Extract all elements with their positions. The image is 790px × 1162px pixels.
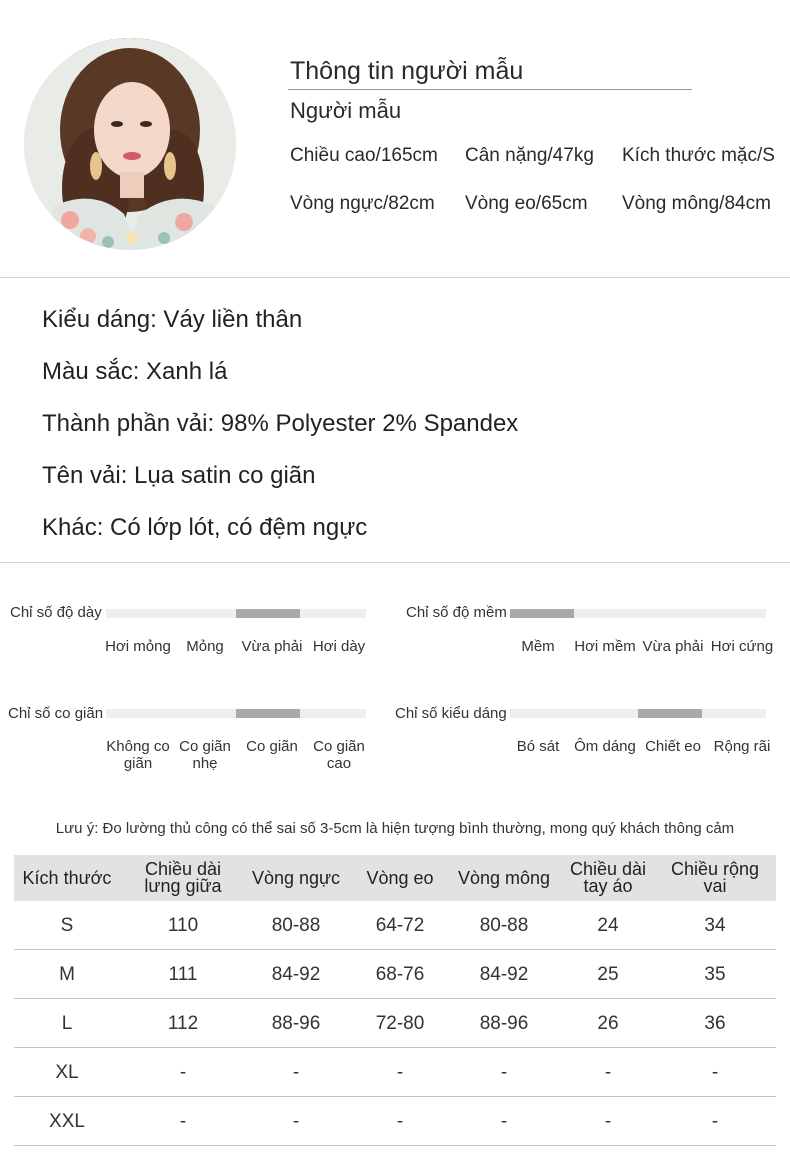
thickness-index-label: Chỉ số độ dày (10, 604, 102, 621)
table-cell: 112 (167, 1012, 199, 1034)
header-shoulder-width: Chiều rộng vai (670, 859, 760, 896)
product-style: Kiểu dáng: Váy liền thân (42, 306, 303, 333)
fit-index-marker (638, 709, 702, 718)
table-cell: - (179, 1061, 187, 1083)
table-cell: - (604, 1110, 612, 1132)
fit-option: Bó sát (516, 738, 560, 755)
table-cell: 80-88 (479, 914, 529, 936)
stretch-index-marker (236, 709, 300, 718)
table-cell: 26 (597, 1012, 619, 1034)
product-fabric-name: Tên vải: Lụa satin co giãn (42, 462, 316, 489)
title-underline (288, 89, 692, 90)
table-row (14, 1097, 776, 1146)
section-divider (0, 277, 790, 278)
stretch-index-label: Chỉ số co giãn (8, 705, 104, 722)
table-row (14, 999, 776, 1048)
header-back-length: Chiều dài lưng giữa (144, 859, 222, 896)
softness-option: Hơi cứng (710, 638, 774, 655)
measurement-note: Lưu ý: Đo lường thủ công có thể sai số 3-5cm là hiện tượng bình thường, mong quý khách thông cảm (55, 820, 735, 837)
header-size: Kích thước (22, 867, 112, 888)
table-cell: 34 (704, 914, 726, 936)
thickness-option: Hơi dày (312, 638, 366, 655)
table-cell: - (711, 1110, 719, 1132)
softness-index-marker (510, 609, 574, 618)
table-cell: XXL (49, 1110, 85, 1132)
table-cell: S (60, 914, 74, 936)
model-avatar (24, 38, 236, 250)
softness-option: Mềm (521, 638, 555, 655)
table-cell: - (292, 1061, 300, 1083)
softness-index-label: Chỉ số độ mềm (406, 604, 507, 621)
model-subtitle: Người mẫu (290, 98, 402, 123)
fit-index-label: Chỉ số kiểu dáng (395, 705, 507, 722)
section-divider (0, 562, 790, 563)
header-sleeve-length: Chiều dài tay áo (569, 859, 647, 896)
table-cell: 111 (168, 963, 198, 985)
table-cell: 36 (704, 1012, 726, 1034)
product-fabric-composition: Thành phần vải: 98% Polyester 2% Spandex (42, 410, 519, 437)
model-waist: Vòng eo/65cm (465, 193, 588, 214)
thickness-option: Hơi mỏng (105, 638, 171, 655)
stretch-option: Co giãn cao (313, 738, 365, 772)
fit-index-track (510, 709, 766, 718)
table-cell: 80-88 (271, 914, 321, 936)
softness-option: Hơi mềm (574, 638, 636, 655)
table-cell: - (604, 1061, 612, 1083)
table-cell: XL (55, 1061, 79, 1083)
stretch-option: Co giãn (246, 738, 298, 755)
softness-option: Vừa phải (642, 638, 704, 655)
fit-option: Chiết eo (645, 738, 701, 755)
table-row (14, 901, 776, 950)
table-cell: - (179, 1110, 187, 1132)
softness-index-track (510, 609, 766, 618)
model-info-title: Thông tin người mẫu (290, 57, 524, 85)
table-header (14, 855, 776, 901)
table-cell: 72-80 (375, 1012, 425, 1034)
model-info-section (0, 0, 790, 278)
table-cell: - (711, 1061, 719, 1083)
table-cell: 64-72 (375, 914, 425, 936)
thickness-index-track (106, 609, 366, 618)
stretch-index-track (106, 709, 366, 718)
model-height: Chiều cao/165cm (290, 145, 438, 166)
model-bust: Vòng ngực/82cm (290, 193, 435, 214)
fit-option: Ôm dáng (574, 738, 636, 755)
model-photo-illustration (24, 38, 236, 250)
table-cell: - (396, 1061, 404, 1083)
table-row (14, 1048, 776, 1097)
model-weight: Cân nặng/47kg (465, 145, 594, 166)
model-hip: Vòng mông/84cm (622, 193, 771, 214)
table-cell: L (61, 1012, 73, 1034)
fit-option: Rộng rãi (713, 738, 771, 755)
thickness-option: Vừa phải (241, 638, 303, 655)
table-cell: M (59, 963, 75, 985)
stretch-option: Không co giãn (106, 738, 170, 772)
table-cell: - (292, 1110, 300, 1132)
table-cell: 88-96 (479, 1012, 529, 1034)
table-cell: 84-92 (479, 963, 529, 985)
table-cell: - (500, 1110, 508, 1132)
table-cell: 84-92 (271, 963, 321, 985)
product-other: Khác: Có lớp lót, có đệm ngực (42, 514, 368, 541)
header-hip: Vòng mông (457, 867, 551, 888)
table-cell: 110 (167, 914, 199, 936)
table-cell: 25 (597, 963, 619, 985)
table-cell: 68-76 (375, 963, 425, 985)
table-cell: - (396, 1110, 404, 1132)
table-cell: 35 (704, 963, 726, 985)
header-bust: Vòng ngực (251, 867, 341, 888)
model-size: Kích thước mặc/S (622, 145, 775, 166)
table-row (14, 950, 776, 999)
header-waist: Vòng eo (366, 867, 434, 888)
table-cell: - (500, 1061, 508, 1083)
table-cell: 88-96 (271, 1012, 321, 1034)
thickness-index-marker (236, 609, 300, 618)
product-color: Màu sắc: Xanh lá (42, 358, 228, 385)
table-cell: 24 (597, 914, 619, 936)
thickness-option: Mỏng (186, 638, 224, 655)
stretch-option: Co giãn nhẹ (179, 738, 231, 772)
